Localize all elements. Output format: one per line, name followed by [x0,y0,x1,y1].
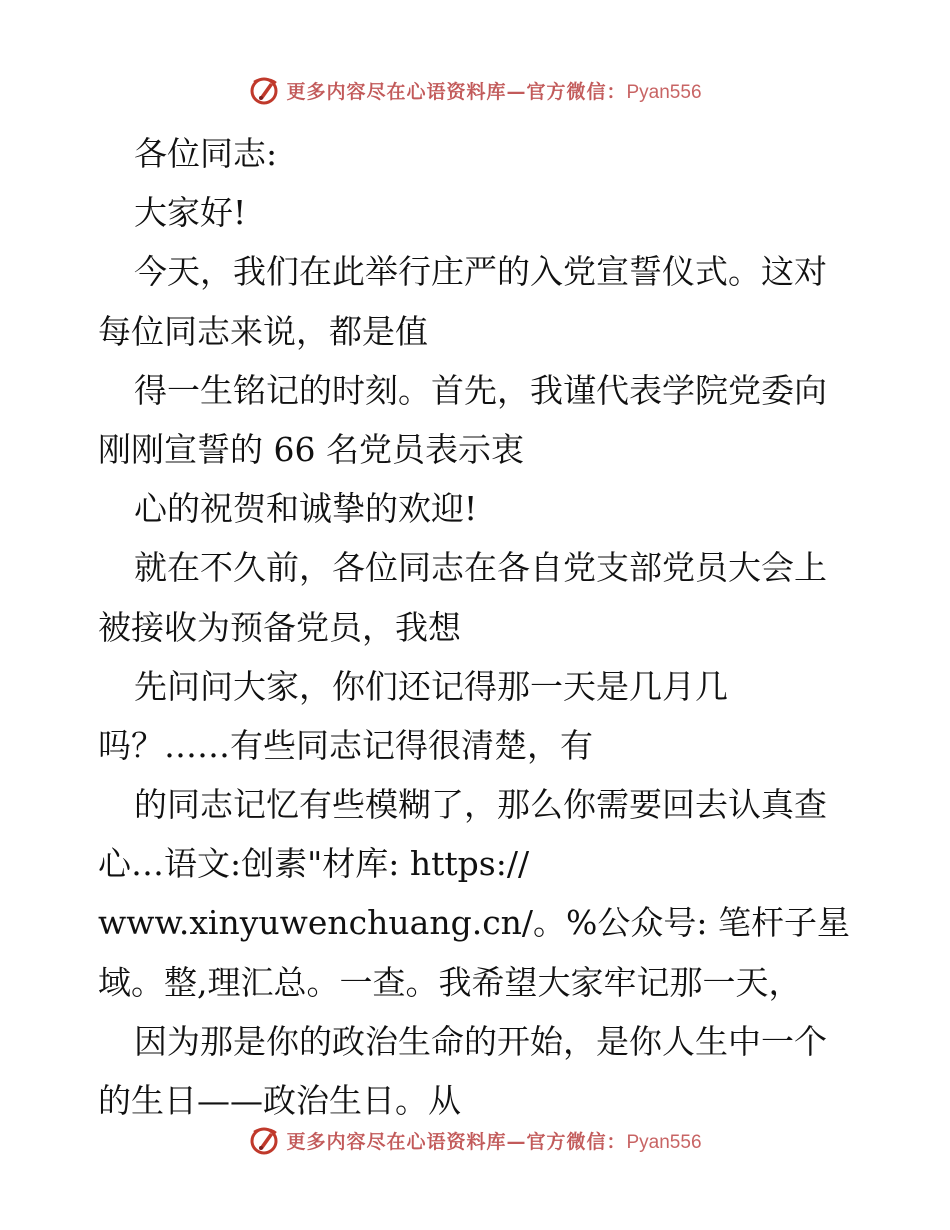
footer-banner-text: 更多内容尽在心语资料库—官方微信：Pyan556 [286,1130,702,1153]
text-line: 的生日——政治生日。从 [98,1081,461,1120]
text-line: 被接收为预备党员，我想 [98,607,461,647]
text-line: 刚刚宣誓的 66 名党员表示衷 [98,429,524,469]
text-line: 域。整,理汇总。一查。我希望大家牢记那一天， [98,962,802,1002]
text-line: 先问问大家，你们还记得那一天是几月几 [134,666,728,706]
text-line: 大家好! [134,193,247,233]
header-banner-text: 更多内容尽在心语资料库—官方微信：Pyan556 [286,80,702,103]
text-line: 心…语文:创素"材库: https:// [98,844,530,884]
text-line: 就在不久前，各位同志在各自党支部党员大会上 [134,548,827,588]
header-banner[interactable] [0,70,950,110]
text-line: 今天，我们在此举行庄严的入党宣誓仪式。这对 [134,252,827,292]
text-line: 每位同志来说，都是值 [98,311,428,351]
text-line: 得一生铭记的时刻。首先，我谨代表学院党委向 [134,370,827,410]
text-line: 心的祝贺和诚挚的欢迎! [134,489,478,529]
speech-body [98,124,858,1130]
footer-banner[interactable] [0,1120,950,1160]
pen-circle-logo-icon [248,1124,280,1156]
text-line: 各位同志: [134,134,278,173]
text-line: 的同志记忆有些模糊了，那么你需要回去认真查 [134,785,827,825]
text-line: 因为那是你的政治生命的开始，是你人生中一个 [134,1021,827,1061]
pen-circle-logo-icon [248,74,280,106]
text-line: 吗？……有些同志记得很清楚，有 [98,725,593,765]
text-line: www.xinyuwenchuang.cn/。%公众号: 笔杆子星 [98,903,851,943]
